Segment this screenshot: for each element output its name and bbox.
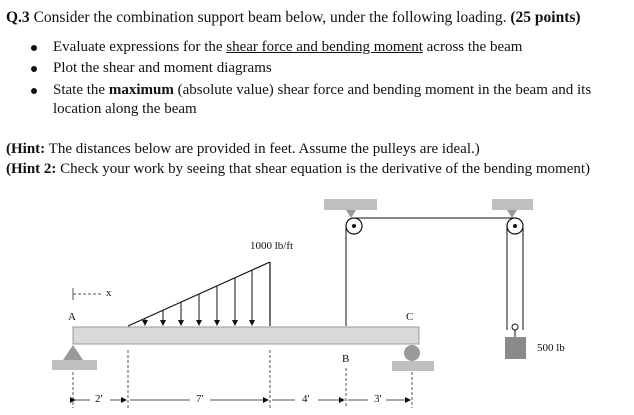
question-points: (25 points): [510, 9, 581, 26]
point-b-label: B: [342, 353, 350, 365]
load-label: 1000 lb/ft: [250, 240, 294, 252]
ceiling-support-right: [492, 199, 533, 210]
x-label: x: [106, 287, 112, 299]
point-a-label: A: [68, 311, 76, 323]
pin-support-a: [63, 345, 83, 360]
bullet-1: Evaluate expressions for the shear force and bending moment across the beam: [53, 39, 523, 55]
point-c-label: C: [406, 311, 414, 323]
dim-2ft: 2': [95, 393, 103, 405]
load-arrows: [145, 270, 252, 325]
dimension-ticks: [73, 350, 412, 408]
bullet-3: State the maximum (absolute value) shear force and bending moment in the beam and its: [53, 82, 592, 98]
question-number: Q.3: [6, 9, 30, 26]
dim-7ft: 7': [196, 393, 204, 405]
roller-support-c: [404, 345, 420, 361]
weight-500lb: [505, 337, 526, 359]
bullet-3-line2: location along the beam: [53, 101, 197, 117]
dim-4ft: 4': [302, 393, 310, 405]
bullet-2: Plot the shear and moment diagrams: [53, 60, 272, 76]
weight-label: 500 lb: [537, 342, 565, 354]
hint-1: (Hint: The distances below are provided in feet. Assume the pulleys are ideal.): [6, 141, 480, 157]
ceiling-support-left: [324, 199, 377, 210]
question-text: Consider the combination support beam below, under the following loading.: [33, 9, 507, 26]
beam: [73, 327, 419, 344]
dim-3ft: 3': [374, 393, 382, 405]
hint-2: (Hint 2: Check your work by seeing that shear equation is the derivative of the bending moment): [6, 161, 591, 177]
